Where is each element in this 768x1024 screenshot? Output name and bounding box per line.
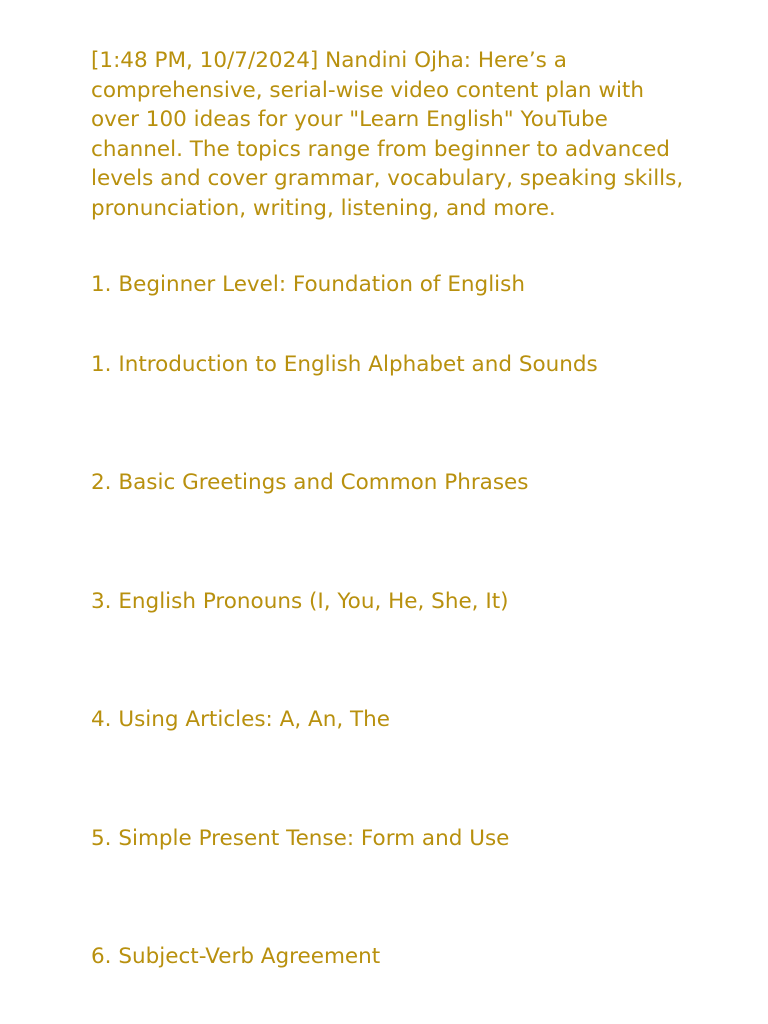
intro-line: over 100 ideas for your "Learn English" YouTube [91,107,608,132]
list-item: 5. Simple Present Tense: Form and Use [91,826,510,851]
intro-line: levels and cover grammar, vocabulary, speaking skills, [91,166,684,191]
intro-line: channel. The topics range from beginner to advanced [91,136,670,162]
section-heading: 1. Beginner Level: Foundation of English [91,272,525,297]
intro-line: [1:48 PM, 10/7/2024] Nandini Ojha: Here’s a [91,48,567,73]
intro-paragraph [91,46,731,223]
list-item: 4. Using Articles: A, An, The [91,707,390,732]
list-item: 3. English Pronouns (I, You, He, She, It) [91,589,509,614]
list-item: 2. Basic Greetings and Common Phrases [91,470,529,495]
intro-line: pronunciation, writing, listening, and more. [91,195,556,221]
intro-line: comprehensive, serial-wise video content plan with [91,77,644,103]
list-item: 6. Subject-Verb Agreement [91,944,381,969]
list-item: 1. Introduction to English Alphabet and Sounds [91,352,598,377]
